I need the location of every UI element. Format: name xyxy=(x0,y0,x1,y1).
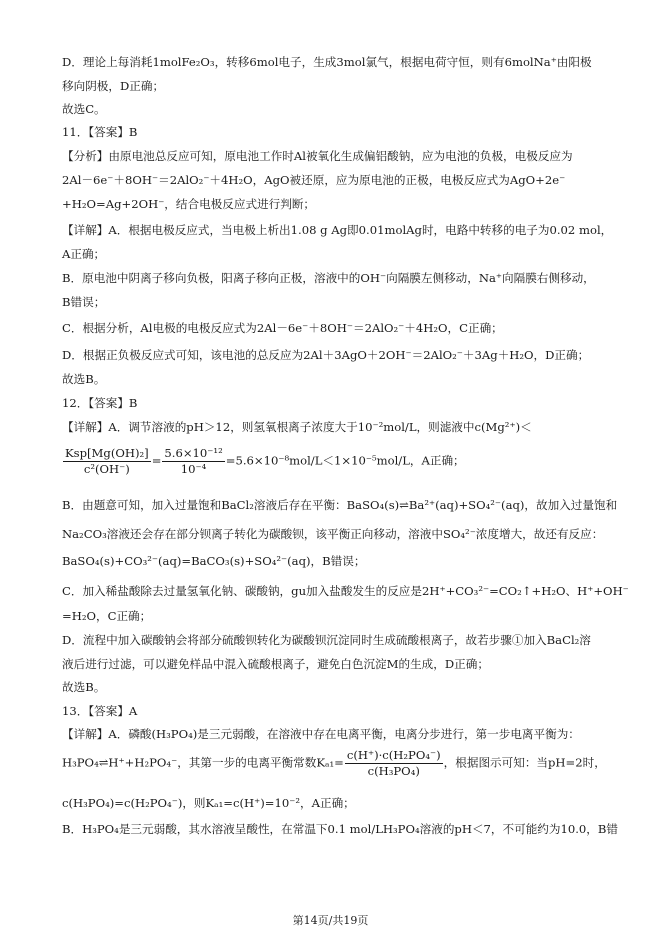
text-line: D．理论上每消耗1molFe₂O₃，转移6mol电子，生成3mol氯气，根据电荷守恒，则有6molNa⁺由阳极 xyxy=(62,55,592,69)
text-line: 12．【答案】B xyxy=(62,396,138,410)
text-line: B．H₃PO₄是三元弱酸，其水溶液呈酸性，在常温下0.1 mol/LH₃PO₄溶液的pH＜7，不可能约为10.0，B错 xyxy=(62,822,619,836)
ka-numerator: c(H⁺)·c(H₂PO₄⁻) xyxy=(346,748,441,762)
text-line: D．流程中加入碳酸钠会将部分硫酸钡转化为碳酸钡沉淀同时生成硫酸根离子，故若步骤①加入BaCl₂溶 xyxy=(62,633,591,647)
value-numerator: 5.6×10⁻¹² xyxy=(164,446,223,460)
text-line: 【详解】A．调节溶液的pH＞12，则氢氧根离子浓度大于10⁻²mol/L，则滤液中c(Mg²⁺)＜ xyxy=(62,420,532,434)
ksp-fraction xyxy=(63,446,151,477)
text-line: C．根据分析，Al电极的电极反应式为2Al－6e⁻＋8OH⁻＝2AlO₂⁻＋4H₂O，C正确； xyxy=(62,321,503,335)
text-line: 11．【答案】B xyxy=(62,125,138,139)
text-line: 【详解】A．根据电极反应式，当电极上析出1.08 g Ag即0.01molAg时，电路中转移的电子为0.02 mol， xyxy=(62,223,613,237)
text-line: 移向阴极，D正确； xyxy=(62,79,165,93)
ka-denominator: c(H₃PO₄) xyxy=(367,764,420,778)
ksp-formula-line xyxy=(62,446,617,477)
text-line: =H₂O，C正确； xyxy=(62,609,152,623)
text-line: 【详解】A．磷酸(H₃PO₄)是三元弱酸，在溶液中存在电离平衡，电离分步进行，第一步电离平衡为： xyxy=(62,727,580,741)
ksp-denominator: c²(OH⁻) xyxy=(83,462,130,476)
text-line: C．加入稀盐酸除去过量氢氧化钠、碳酸钠，gu加入盐酸发生的反应是2H⁺+CO₃²⁻=CO₂↑+H₂O、H⁺+OH⁻ xyxy=(62,584,629,598)
text-line: 故选C。 xyxy=(62,102,106,116)
text-line: A正确； xyxy=(62,247,106,261)
text-line: Na₂CO₃溶液还会存在部分钡离子转化为碳酸钡，该平衡正向移动，溶液中SO₄²⁻浓度增大，故还有反应： xyxy=(62,527,604,541)
ka-formula-line xyxy=(62,748,617,779)
text-line: B错误； xyxy=(62,295,106,309)
text-line: 13．【答案】A xyxy=(62,704,138,718)
ka-formula-head: H₃PO₄⇌H⁺+H₂PO₄⁻，其第一步的电离平衡常数Kₐ₁= xyxy=(62,755,344,770)
text-line: 2Al－6e⁻＋8OH⁻＝2AlO₂⁻＋4H₂O，AgO被还原，应为原电池的正极，电极反应式为AgO+2e⁻ xyxy=(62,173,566,187)
equals-sign: = xyxy=(151,453,162,468)
ksp-result: =5.6×10⁻⁸mol/L＜1×10⁻⁵mol/L，A正确； xyxy=(225,453,465,468)
ka-fraction xyxy=(345,748,443,779)
value-fraction xyxy=(162,446,224,477)
value-denominator: 10⁻⁴ xyxy=(180,462,207,476)
text-line: c(H₃PO₄)=c(H₂PO₄⁻)，则Kₐ₁=c(H⁺)=10⁻²，A正确； xyxy=(62,796,355,810)
text-line: 【分析】由原电池总反应可知，原电池工作时Al被氧化生成偏铝酸钠，应为电池的负极，电极反应为 xyxy=(62,149,573,163)
text-line: B．由题意可知，加入过量饱和BaCl₂溶液后存在平衡：BaSO₄(s)⇌Ba²⁺(aq)+SO₄²⁻(aq)，故加入过量饱和 xyxy=(62,498,618,512)
page-footer: 第14页/共19页 xyxy=(292,914,369,927)
text-line: 故选B。 xyxy=(62,372,106,386)
text-line: 故选B。 xyxy=(62,680,106,694)
text-line: D．根据正负极反应式可知，该电池的总反应为2Al＋3AgO＋2OH⁻＝2AlO₂⁻＋3Ag＋H₂O，D正确； xyxy=(62,348,590,362)
ksp-numerator: Ksp[Mg(OH)₂] xyxy=(65,446,149,460)
text-line: 液后进行过滤，可以避免样品中混入硫酸根离子，避免白色沉淀M的生成，D正确； xyxy=(62,657,489,671)
text-line: BaSO₄(s)+CO₃²⁻(aq)=BaCO₃(s)+SO₄²⁻(aq)，B错误； xyxy=(62,554,366,568)
ka-formula-tail: ，根据图示可知：当pH=2时， xyxy=(443,755,606,770)
text-line: B．原电池中阴离子移向负极，阳离子移向正极，溶液中的OH⁻向隔膜左侧移动，Na⁺向隔膜右侧移动， xyxy=(62,271,595,285)
text-line: +H₂O=Ag+2OH⁻，结合电极反应式进行判断； xyxy=(62,197,316,211)
